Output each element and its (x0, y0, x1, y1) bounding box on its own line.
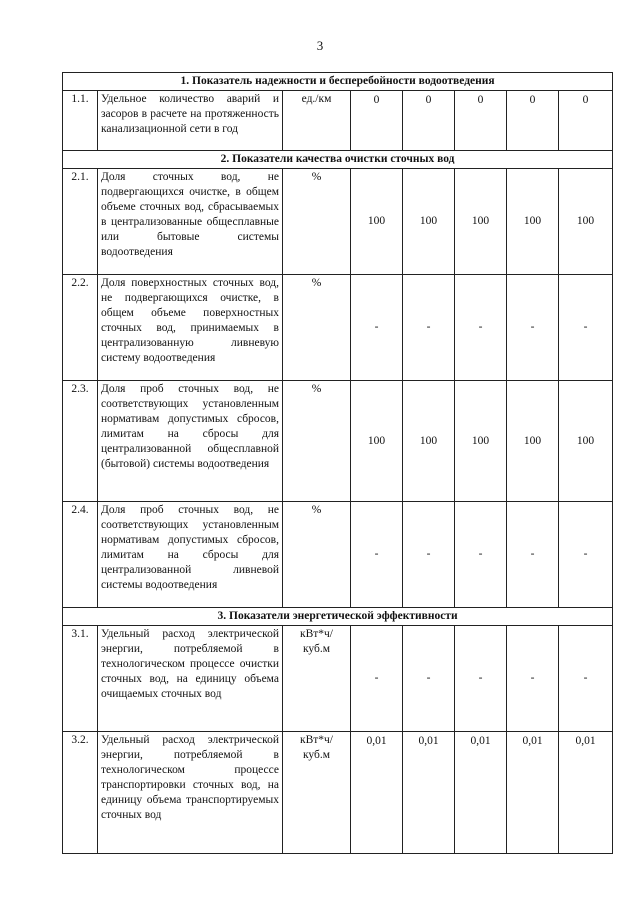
value-cell: 0,01 (351, 732, 403, 854)
value-cell: - (403, 502, 455, 608)
value-cell: 0,01 (559, 732, 613, 854)
value-cell: 0 (351, 91, 403, 151)
value-cell: 0 (507, 91, 559, 151)
value-cell: - (559, 502, 613, 608)
indicator-name: Удельный расход электрической энергии, потребляемой в технологическом процессе транспортировки сточных вод, на единицу объема транспортируемых сточных вод (98, 732, 283, 854)
value-cell: 100 (403, 381, 455, 502)
table-row (63, 626, 613, 732)
section-header-row (63, 151, 613, 169)
value-cell: 100 (351, 169, 403, 275)
value-cell: - (507, 626, 559, 732)
row-number: 2.2. (63, 275, 98, 381)
table-row (63, 275, 613, 381)
row-number: 3.2. (63, 732, 98, 854)
unit: % (283, 502, 351, 608)
value-cell: 0 (403, 91, 455, 151)
value-cell: 100 (351, 381, 403, 502)
value-cell: 100 (507, 169, 559, 275)
table-row (63, 91, 613, 151)
indicator-name: Доля поверхностных сточных вод, не подвергающихся очистке, в общем объеме поверхностных сточных вод, принимаемых в централизованную ливневую систему водоотведения (98, 275, 283, 381)
row-number: 2.3. (63, 381, 98, 502)
value-cell: 100 (455, 169, 507, 275)
value-cell: - (507, 502, 559, 608)
value-cell: - (559, 626, 613, 732)
indicator-name: Удельное количество аварий и засоров в расчете на протяженность канализационной сети в год (98, 91, 283, 151)
unit: % (283, 275, 351, 381)
value-cell: 0,01 (507, 732, 559, 854)
unit: кВт*ч/ куб.м (283, 732, 351, 854)
value-cell: - (351, 502, 403, 608)
table-row (63, 502, 613, 608)
value-cell: 100 (507, 381, 559, 502)
indicator-name: Доля проб сточных вод, не соответствующих установленным нормативам допустимых сбросов, лимитам на сбросы для централизованной ливневой системы водоотведения (98, 502, 283, 608)
table-row (63, 169, 613, 275)
section-header-row (63, 73, 613, 91)
table-row (63, 381, 613, 502)
value-cell: - (455, 502, 507, 608)
value-cell: 100 (559, 381, 613, 502)
unit: % (283, 381, 351, 502)
row-number: 1.1. (63, 91, 98, 151)
section-title: 2. Показатели качества очистки сточных вод (63, 151, 613, 169)
unit: % (283, 169, 351, 275)
section-title: 3. Показатели энергетической эффективности (63, 608, 613, 626)
indicators-table (62, 72, 613, 854)
section-header-row (63, 608, 613, 626)
section-title: 1. Показатель надежности и бесперебойности водоотведения (63, 73, 613, 91)
value-cell: - (559, 275, 613, 381)
value-cell: 100 (559, 169, 613, 275)
value-cell: - (455, 626, 507, 732)
value-cell: 0,01 (403, 732, 455, 854)
value-cell: - (507, 275, 559, 381)
row-number: 2.1. (63, 169, 98, 275)
indicator-name: Доля проб сточных вод, не соответствующих установленным нормативам допустимых сбросов, лимитам на сбросы для централизованной общесплавной (бытовой) системы водоотведения (98, 381, 283, 502)
value-cell: - (403, 626, 455, 732)
unit: ед./км (283, 91, 351, 151)
value-cell: - (351, 275, 403, 381)
value-cell: - (455, 275, 507, 381)
indicator-name: Удельный расход электрической энергии, потребляемой в технологическом процессе очистки сточных вод, на единицу объема очищаемых сточных вод (98, 626, 283, 732)
value-cell: - (403, 275, 455, 381)
value-cell: 100 (403, 169, 455, 275)
unit: кВт*ч/ куб.м (283, 626, 351, 732)
value-cell: - (351, 626, 403, 732)
value-cell: 100 (455, 381, 507, 502)
value-cell: 0 (455, 91, 507, 151)
table-row (63, 732, 613, 854)
value-cell: 0,01 (455, 732, 507, 854)
indicator-name: Доля сточных вод, не подвергающихся очистке, в общем объеме сточных вод, сбрасываемых в централизованные общесплавные или бытовые системы водоотведения (98, 169, 283, 275)
value-cell: 0 (559, 91, 613, 151)
row-number: 3.1. (63, 626, 98, 732)
row-number: 2.4. (63, 502, 98, 608)
page-number: 3 (316, 38, 324, 53)
